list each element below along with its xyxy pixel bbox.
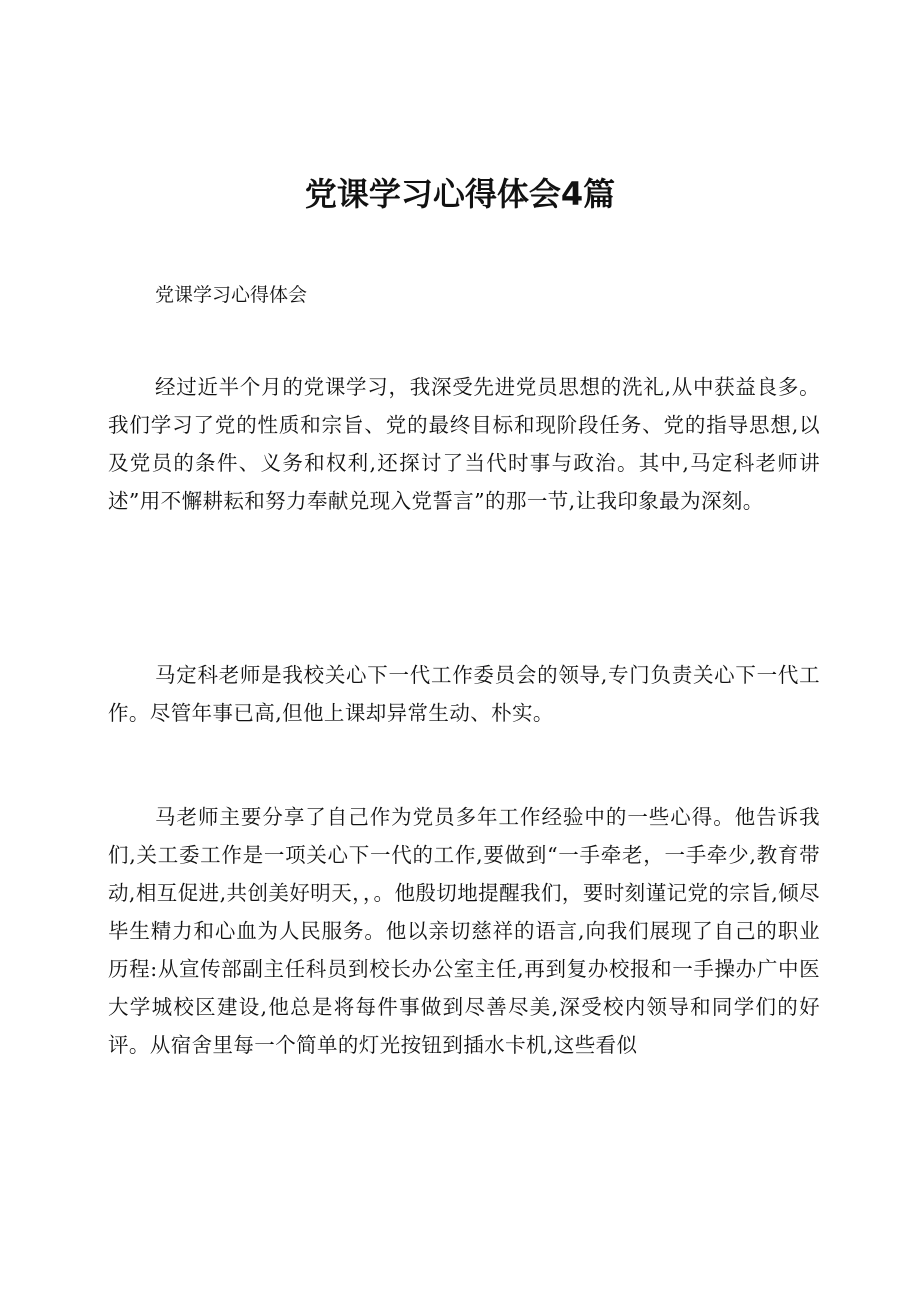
body-paragraph-2: 马定科老师是我校关心下一代工作委员会的领导,专门负责关心下一代工作。尽管年事已高,但他上课却异常生动、朴实。	[108, 663, 820, 725]
body-paragraph-3: 马老师主要分享了自己作为党员多年工作经验中的一些心得。他告诉我们,关工委工作是一项关心下一代的工作,要做到“一手牵老，一手牵少,教育带动,相互促进,共创美好明天，，。他殷切地提醒我们，要时刻谨记党的宗旨,倾尽毕生精力和心血为人民服务。他以亲切慈祥的语言,向我们展现了自己的职业历程:从宣传部副主任科员到校长办公室主任,再到复办校报和一手操办广中医大学城校区建设,他总是将每件事做到尽善尽美,深受校内领导和同学们的好评。从宿舍里每一个简单的灯光按钮到插水卡机,这些看似	[108, 805, 820, 1057]
document-title: 党课学习心得体会4篇	[304, 175, 616, 213]
body-paragraph-1: 经过近半个月的党课学习，我深受先进党员思想的洗礼,从中获益良多。我们学习了党的性质和宗旨、党的最终目标和现阶段任务、党的指导思想,以及党员的条件、义务和权利,还探讨了当代时事与政治。其中,马定科老师讲述”用不懈耕耘和努力奉献兑现入党誓言”的那一节,让我印象最为深刻。	[108, 375, 820, 513]
section-subtitle: 党课学习心得体会	[155, 284, 308, 306]
